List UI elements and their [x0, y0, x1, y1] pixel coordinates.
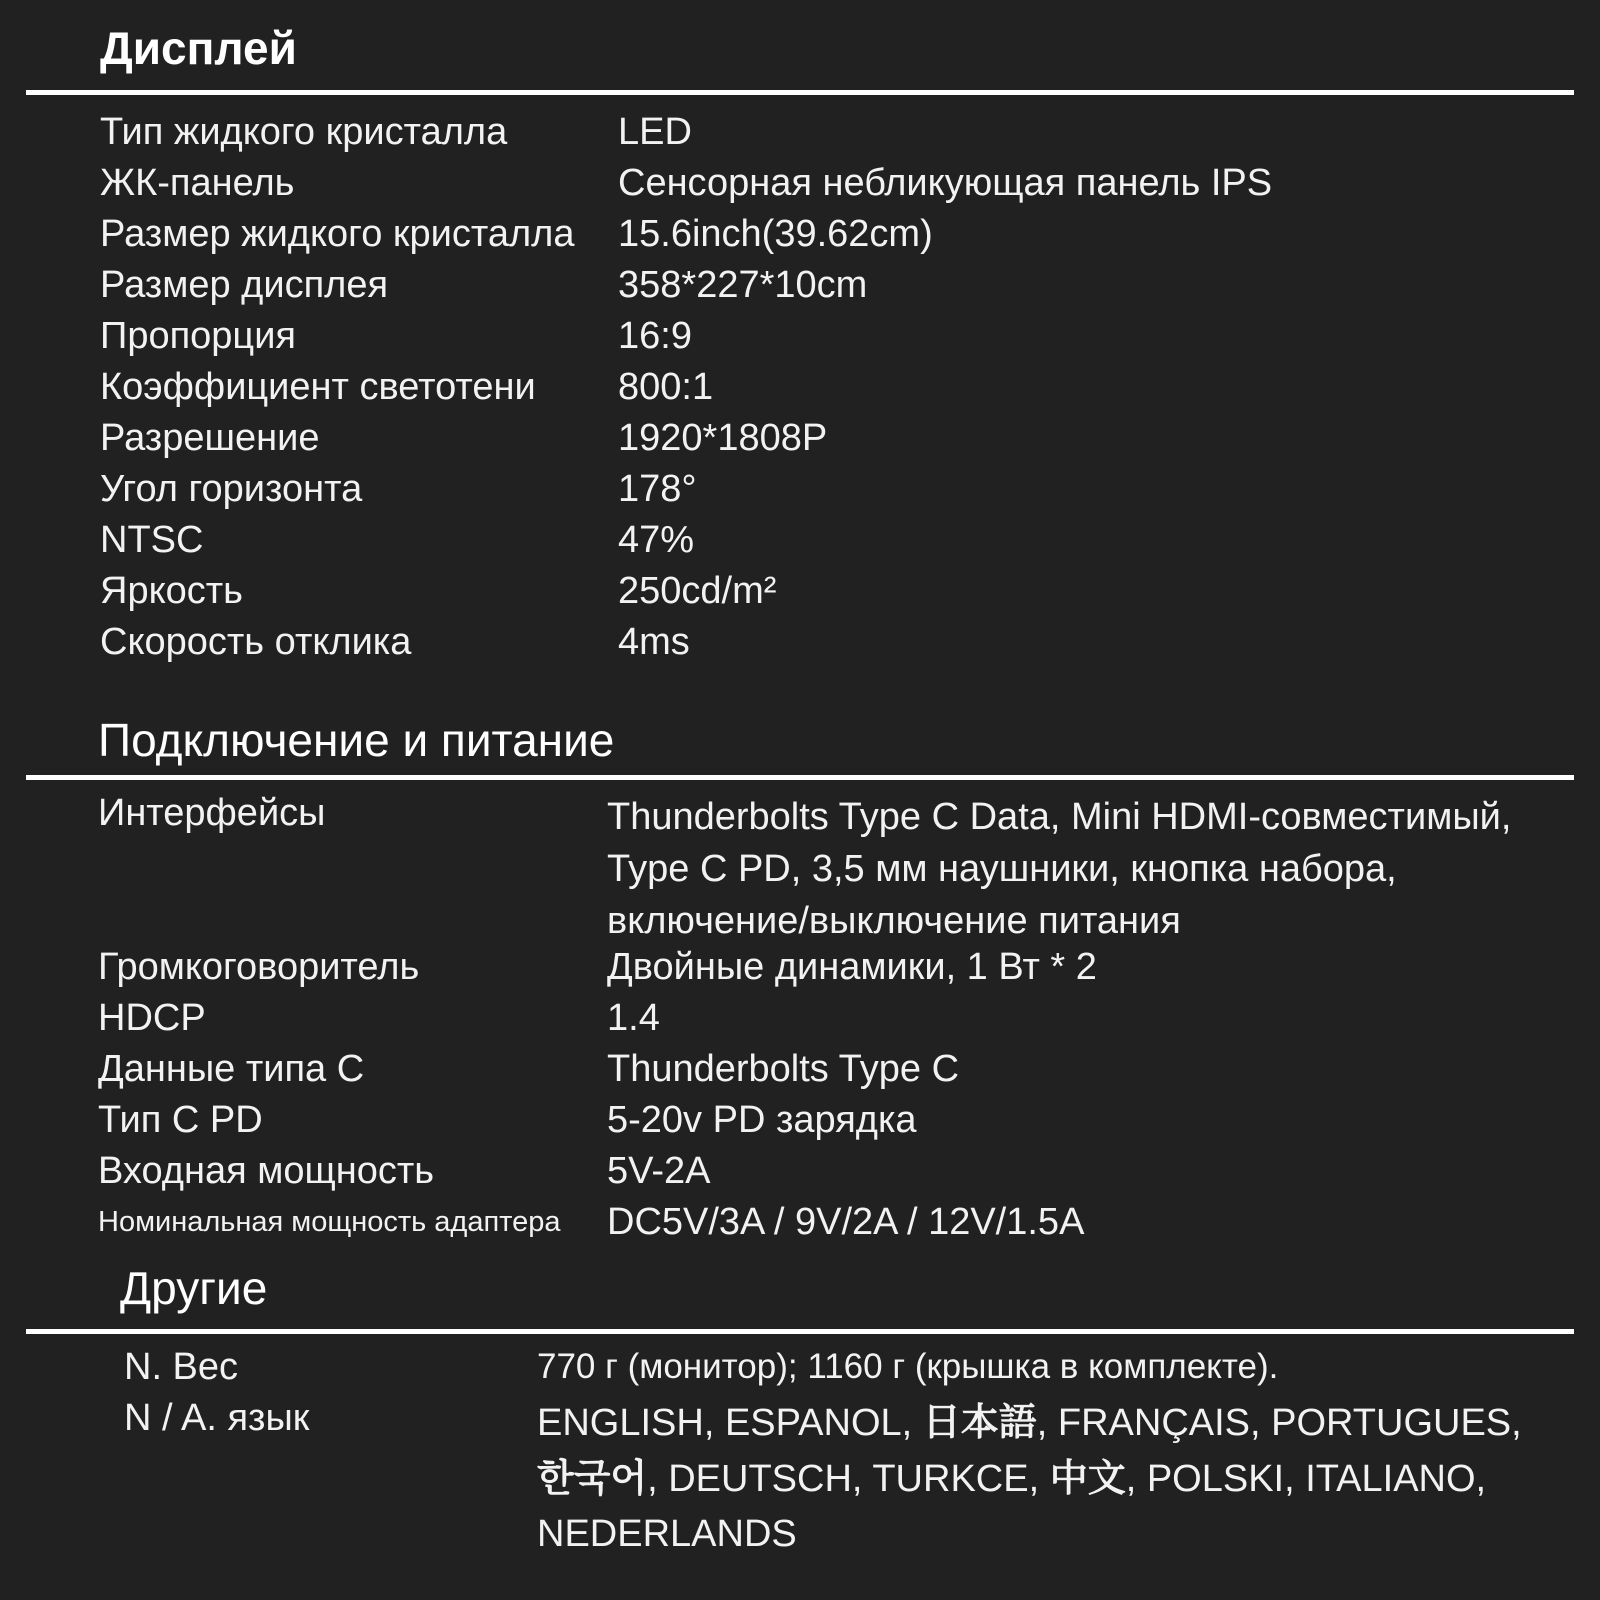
display-section-divider	[26, 90, 1574, 95]
spec-label: Яркость	[100, 570, 243, 612]
spec-value: LED	[618, 111, 692, 153]
language-list	[537, 1395, 1567, 1562]
other-section-title: Другие	[120, 1262, 268, 1314]
spec-value: 47%	[618, 519, 695, 561]
spec-value: 1.4	[607, 997, 660, 1039]
display-section-title: Дисплей	[100, 22, 297, 74]
spec-value: 16:9	[618, 315, 692, 357]
spec-value: 770 г (монитор); 1160 г (крышка в комплекте).	[537, 1347, 1279, 1386]
language-text: , FRANÇAIS, PORTUGUES,	[1036, 1402, 1522, 1444]
spec-label: Данные типа C	[98, 1048, 365, 1090]
spec-value: 4ms	[618, 621, 690, 663]
spec-label: Разрешение	[100, 417, 320, 459]
connection-section-title: Подключение и питание	[98, 714, 615, 766]
language-korean: 한국어	[537, 1456, 648, 1500]
language-text: , DEUTSCH, TURKCE,	[647, 1458, 1050, 1500]
spec-label: Размер жидкого кристалла	[100, 213, 575, 255]
spec-label: N / A. язык	[124, 1397, 310, 1439]
other-section-divider	[26, 1329, 1574, 1334]
spec-value: Thunderbolts Type C Data, Mini HDMI-совместимый, Type C PD, 3,5 мм наушники, кнопка набора, включение/выключение питания	[607, 796, 1512, 942]
language-chinese: 中文	[1049, 1456, 1126, 1500]
spec-value: 5V-2A	[607, 1150, 711, 1192]
spec-label: Входная мощность	[98, 1150, 435, 1192]
spec-value: Сенсорная небликующая панель IPS	[618, 162, 1273, 204]
spec-label: Громкоговоритель	[98, 946, 420, 988]
spec-value: 358*227*10cm	[618, 264, 868, 306]
spec-label: Пропорция	[100, 315, 296, 357]
spec-label: Номинальная мощность адаптера	[98, 1206, 561, 1238]
spec-value: 5-20v PD зарядка	[607, 1099, 917, 1141]
spec-label: Интерфейсы	[98, 792, 326, 834]
spec-value: 250cd/m²	[618, 570, 777, 612]
spec-value: Thunderbolts Type C	[607, 1048, 960, 1090]
language-japanese: 日本語	[922, 1400, 1037, 1444]
language-text: ENGLISH, ESPANOL,	[537, 1402, 923, 1444]
spec-label: Угол горизонта	[100, 468, 363, 510]
language-text: , POLSKI, ITALIANO, NEDERLANDS	[537, 1458, 1487, 1555]
spec-value: 1920*1808P	[618, 417, 828, 459]
spec-value: 15.6inch(39.62cm)	[618, 213, 933, 255]
spec-value: 800:1	[618, 366, 714, 408]
spec-label: HDCP	[98, 997, 206, 1039]
spec-value: Двойные динамики, 1 Вт * 2	[607, 946, 1097, 988]
spec-label: Коэффициент светотени	[100, 366, 536, 408]
spec-label: Скорость отклика	[100, 621, 412, 663]
spec-value: DC5V/3A / 9V/2A / 12V/1.5A	[607, 1201, 1085, 1243]
spec-label: Тип жидкого кристалла	[100, 111, 508, 153]
spec-label: N. Вес	[124, 1346, 239, 1388]
spec-label: Тип C PD	[98, 1099, 263, 1141]
spec-label: NTSC	[100, 519, 204, 561]
spec-label: ЖК-панель	[100, 162, 295, 204]
connection-section-divider	[26, 775, 1574, 780]
spec-label: Размер дисплея	[100, 264, 389, 306]
spec-value: 178°	[618, 468, 697, 510]
